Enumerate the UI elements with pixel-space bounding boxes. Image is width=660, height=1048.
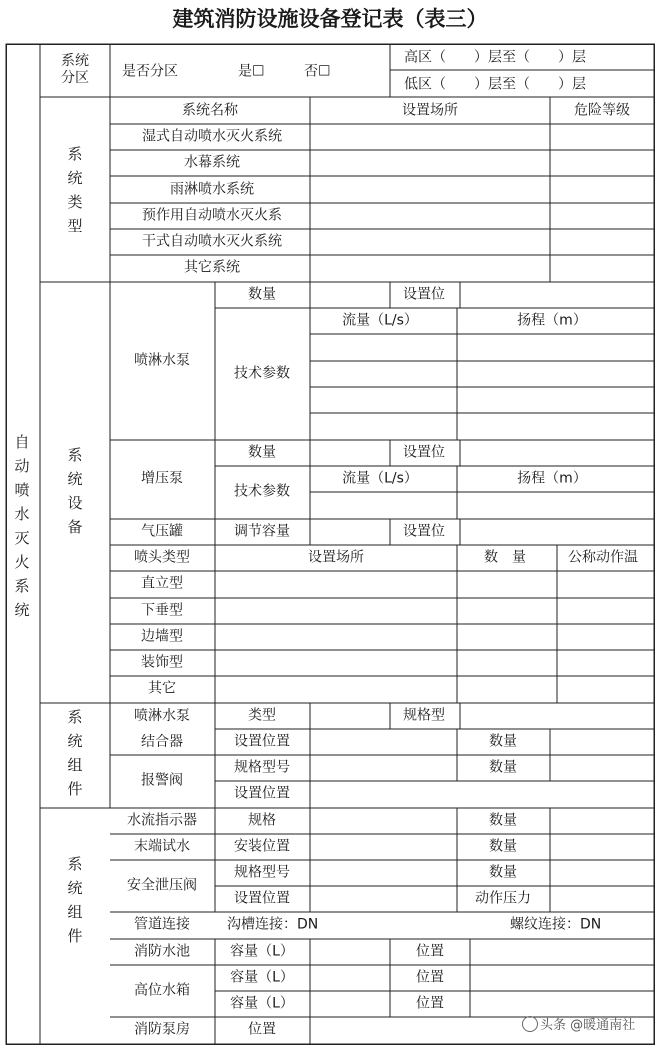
pipe-connection: 管道连接 [134,916,190,933]
zone-question: 是否分区 [122,63,178,80]
pump-room: 消防泵房 [134,1021,190,1038]
system-type-row: 水幕系统 [184,154,240,171]
sprinkler-pump-position: 设置位 [403,286,445,303]
sprinkler-pump: 喷淋水泵 [134,352,190,369]
pressure-tank-position: 设置位 [403,523,445,540]
col-location: 设置场所 [402,102,458,119]
system-type-row: 其它系统 [184,259,240,276]
system-type-row: 预作用自动喷水灭火系 [142,207,282,224]
system-components-label-2: 系统组件 [67,855,83,945]
sprinkler-adapter: 喷淋水泵 结合器 [134,708,190,750]
zone-label: 系统 分区 [61,53,89,86]
high-tank-location-2: 位置 [416,995,444,1012]
relief-valve: 安全泄压阀 [127,877,197,894]
nozzle-qty-header: 数 量 [484,549,526,566]
sprinkler-pump-flow: 流量（L/s） [342,312,418,329]
booster-pump: 增压泵 [141,470,183,487]
relief-valve-spec: 规格型号 [234,864,290,881]
high-tank-capacity-2: 容量（L） [230,995,294,1012]
alarm-valve-spec: 规格型号 [234,759,290,776]
nozzle-location-header: 设置场所 [308,549,364,566]
alarm-valve-quantity: 数量 [489,759,517,776]
system-type-label: 系统类型 [67,145,83,235]
nozzle-type-header: 喷头类型 [134,549,190,566]
flow-indicator-spec: 规格 [248,812,276,829]
watermark-logo-icon [522,1016,538,1032]
high-zone-floors: 高区（ ）层至（ ）层 [404,49,586,66]
thread-connection: 螺纹连接：DN [510,916,602,933]
watermark [522,1014,635,1033]
low-zone-floors: 低区（ ）层至（ ）层 [404,76,586,93]
fire-pool: 消防水池 [134,943,190,960]
watermark-text: 头条 @暖通南社 [540,1018,636,1033]
system-type-row: 雨淋喷水系统 [170,181,254,198]
booster-pump-tech: 技术参数 [234,483,290,500]
system-components-label-1: 系统组件 [67,708,83,798]
sprinkler-pump-head: 扬程（m） [517,312,587,329]
alarm-valve-position: 设置位置 [234,785,290,802]
nozzle-type-row: 下垂型 [141,602,183,619]
system-type-row: 干式自动喷水灭火系统 [142,233,282,250]
end-test: 末端试水 [134,838,190,855]
sprinkler-pump-qty: 数量 [248,286,276,303]
groove-connection: 沟槽连接：DN [227,916,319,933]
relief-valve-pressure: 动作压力 [475,890,531,907]
alarm-valve: 报警阀 [141,772,183,789]
relief-valve-position: 设置位置 [234,890,290,907]
flow-indicator: 水流指示器 [127,812,197,829]
booster-pump-position: 设置位 [403,444,445,461]
nozzle-type-row: 装饰型 [141,654,183,671]
booster-pump-head: 扬程（m） [517,470,587,487]
fire-pool-capacity: 容量（L） [230,943,294,960]
booster-pump-qty: 数量 [248,444,276,461]
system-equipment-label: 系统设备 [67,446,83,536]
adapter-quantity: 数量 [489,733,517,750]
flow-indicator-qty: 数量 [489,812,517,829]
nozzle-type-row: 直立型 [141,575,183,592]
nozzle-type-row: 其它 [148,680,176,697]
form-title: 建筑消防设施设备登记表（表三） [172,7,488,31]
nozzle-type-row: 边墙型 [141,628,183,645]
sprinkler-pump-tech: 技术参数 [234,365,290,382]
pump-room-position: 位置 [248,1021,276,1038]
zone-no-option: 否☐ [304,63,331,80]
pressure-tank: 气压罐 [141,523,183,540]
adapter-install-position: 设置位置 [234,733,290,750]
high-tank: 高位水箱 [134,982,190,999]
relief-valve-qty: 数量 [489,864,517,881]
booster-pump-flow: 流量（L/s） [342,470,418,487]
high-tank-capacity-1: 容量（L） [230,969,294,986]
main-category-label: 自动喷水灭火系统 [14,433,30,619]
nozzle-temp-header: 公称动作温 [568,549,638,566]
adapter-type: 类型 [248,707,276,724]
zone-yes-option: 是☐ [238,63,265,80]
fire-pool-location: 位置 [416,943,444,960]
high-tank-location-1: 位置 [416,969,444,986]
system-type-row: 湿式自动喷水灭火系统 [142,128,282,145]
end-test-position: 安装位置 [234,838,290,855]
end-test-qty: 数量 [489,838,517,855]
pressure-tank-capacity: 调节容量 [234,523,290,540]
adapter-spec-type: 规格型 [403,707,445,724]
col-hazard-level: 危险等级 [574,102,630,119]
col-system-name: 系统名称 [182,102,238,119]
